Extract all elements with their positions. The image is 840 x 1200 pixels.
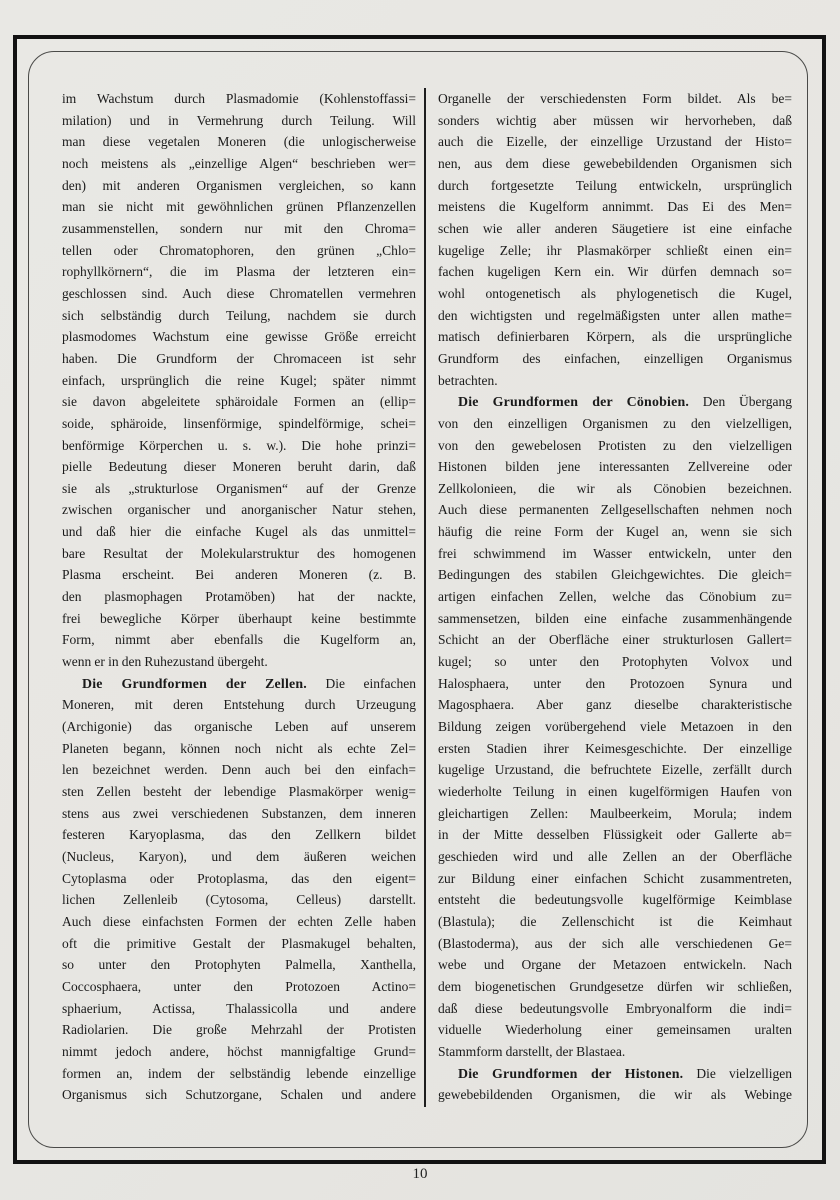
text-line: stens aus zwei verschiedenen Substanzen, dem inneren bbox=[62, 805, 416, 821]
text-line: sammensetzen, bilden eine einfache zusammenhängende bbox=[438, 610, 792, 626]
text-line: entsteht die bedeutungsvolle kugelförmige Keimblase bbox=[438, 892, 792, 908]
text-line: artigen einfachen Zellen, welche das Cönobium zu= bbox=[438, 589, 792, 605]
text-line: von den einzelligen Organismen zu den vielzelligen, bbox=[438, 415, 792, 431]
text-line: zur Bildung einer einfachen Schicht zusammentreten, bbox=[438, 870, 792, 886]
text-line: dem biogenetischen Grundgesetze dürfen wir schließen, bbox=[438, 978, 792, 994]
text-line: haben. Die Grundform der Chromaceen ist sehr bbox=[62, 350, 416, 366]
column-divider-rule bbox=[424, 88, 426, 1107]
text-line: geschieden wird und alle Zellen an der Oberfläche bbox=[438, 848, 792, 864]
text-line: sich selbständig durch Teilung, nachdem sie durch bbox=[62, 307, 416, 323]
text-line: Magosphaera. Aber ganz dieselbe charakteristische bbox=[438, 697, 792, 713]
text-line: Stammform darstellt, der Blastaea. bbox=[438, 1043, 626, 1059]
text-line: häufig die reine Form der Kugel an, wenn sie sich bbox=[438, 524, 792, 540]
text-line: wenn er in den Ruhezustand übergeht. bbox=[62, 654, 268, 670]
text-line: so unter den Protophyten Palmella, Xanthella, bbox=[62, 957, 416, 973]
text-line: Zellkolonieen, die wir als Cönobien bezeichnen. bbox=[438, 480, 792, 496]
text-line: wiederholte Teilung in einen kugelförmigen Haufen von bbox=[438, 784, 792, 799]
text-line: Organelle der verschiedensten Form bildet. Als be= bbox=[438, 91, 792, 106]
text-line: Histonen bilden jene interessanten Zellvereine oder bbox=[438, 459, 792, 475]
text-line: nen, aus dem diese gewebebildenden Organismen sich bbox=[438, 155, 792, 171]
section-heading: Die Grundformen der Cönobien. bbox=[458, 395, 690, 411]
text-line: gewebebildenden Organismen, die wir als Webinge bbox=[438, 1087, 792, 1103]
text-line: sie als „strukturlose Organismen“ auf der Grenze bbox=[62, 480, 416, 496]
text-line: schen wie aller anderen Säugetiere ist eine einfache bbox=[438, 220, 792, 236]
text-line: Coccosphaera, unter den Protozoen Actino= bbox=[62, 978, 416, 994]
text-line: sie davon abgeleitete sphäroidale Formen an (ellip= bbox=[62, 394, 416, 410]
text-line: tellen oder Chromatophoren, den grünen „Chlo= bbox=[62, 242, 416, 258]
text-line: Organismus sich Schutzorgane, Schalen und andere bbox=[62, 1087, 416, 1103]
text-line: zwischen organischer und anorganischer Natur stehen, bbox=[62, 502, 416, 518]
text-line: plasmodomes Wachstum eine gewisse Größe erreicht bbox=[62, 329, 416, 345]
text-line: soide, sphäroide, linsenförmige, spindelförmige, schei= bbox=[62, 415, 416, 431]
text-line: lichen Zellenleib (Cytosoma, Celleus) darstellt. bbox=[62, 892, 416, 908]
text-line: in der Mitte desselben Flüssigkeit oder Gallerte ab= bbox=[438, 827, 792, 843]
text-line: festeren Karyoplasma, das den Zellkern bildet bbox=[62, 827, 416, 843]
paragraph-heading-line: Die Grundformen der Histonen. Die vielzelligen bbox=[458, 1065, 792, 1082]
text-line: wohl ontogenetisch als phylogenetisch die Kugel, bbox=[438, 285, 792, 301]
text-line: frei schwimmend im Wasser entwickeln, unter den bbox=[438, 545, 792, 561]
text-line: sonders wichtig aber müssen wir hervorheben, daß bbox=[438, 112, 792, 128]
text-line: auch die Eizelle, der einzellige Urzustand der Histo= bbox=[438, 134, 792, 150]
text-line: benförmige Körperchen u. s. w.). Die hohe prinzi= bbox=[62, 437, 416, 453]
text-line: frei bewegliche Körper überhaupt keine bestimmte bbox=[62, 610, 416, 626]
text-line: len bezeichnet werden. Denn auch bei den einfach= bbox=[62, 762, 416, 778]
text-line: Radiolarien. Die große Mehrzahl der Protisten bbox=[62, 1022, 416, 1038]
text-line: man diese vegetalen Moneren (die unlogischerweise bbox=[62, 134, 416, 150]
text-line: betrachten. bbox=[438, 372, 498, 388]
text-line: Grundform des einfachen, einzelligen Organismus bbox=[438, 350, 792, 366]
text-line: noch meistens als „einzellige Algen“ beschrieben wer= bbox=[62, 155, 416, 171]
text-line: von den gewebelosen Protisten zu den vielzelligen bbox=[438, 437, 792, 453]
text-line: pielle Bedeutung dieser Moneren beruht darin, daß bbox=[62, 459, 416, 475]
text-line: ersten Stadien ihrer Keimesgeschichte. Der einzellige bbox=[438, 740, 792, 756]
text-line: kugelige Zelle; ihr Plasmakörper schließt einen ein= bbox=[438, 242, 792, 258]
text-line: den wichtigsten und regelmäßigsten unter allen mathe= bbox=[438, 307, 792, 323]
text-line: oft die primitive Gestalt der Plasmakugel behalten, bbox=[62, 935, 416, 951]
text-line: Halosphaera, unter den Protozoen Synura und bbox=[438, 675, 792, 691]
text-line: matisch definierbaren Körpern, als die ursprüngliche bbox=[438, 329, 792, 345]
text-line: formen an, indem der selbständig lebende einzellige bbox=[62, 1065, 416, 1081]
paragraph-heading-line: Die Grundformen der Cönobien. Den Übergang bbox=[458, 394, 792, 411]
text-line: Plasma erscheint. Bei anderen Moneren (z. B. bbox=[62, 567, 416, 583]
text-line: geschlossen sind. Auch diese Chromatellen vermehren bbox=[62, 285, 416, 301]
text-line: milation) und in Vermehrung durch Teilung. Will bbox=[62, 112, 416, 128]
text-line: Schicht an der Oberfläche einer strukturlosen Gallert= bbox=[438, 632, 792, 648]
text-column-left bbox=[62, 88, 416, 1106]
text-line: (Archigonie) das organische Leben auf unserem bbox=[62, 719, 416, 735]
text-line: den) mit anderen Organismen vergleichen, so kann bbox=[62, 177, 416, 193]
text-line: kugelige Urzustand, die befruchtete Eizelle, zerfällt durch bbox=[438, 762, 792, 778]
section-heading: Die Grundformen der Histonen. bbox=[458, 1066, 684, 1082]
text-line: einfach, ursprünglich die reine Kugel; später nimmt bbox=[62, 372, 416, 388]
text-line: viduelle Wiederholung einer gemeinsamen uralten bbox=[438, 1022, 792, 1038]
page-number: 10 bbox=[412, 1166, 428, 1182]
text-line: Moneren, mit deren Entstehung durch Urzeugung bbox=[62, 697, 416, 713]
text-line: Cytoplasma oder Protoplasma, das den eigent= bbox=[62, 870, 416, 886]
text-line: Auch diese permanenten Zellgesellschaften nehmen noch bbox=[438, 502, 792, 518]
text-line: Planeten begann, können noch nicht als echte Zel= bbox=[62, 740, 416, 756]
text-line: daß diese bedeutungsvolle Embryonalform die indi= bbox=[438, 1000, 792, 1016]
text-line: Auch diese einfachsten Formen der echten Zelle haben bbox=[62, 913, 416, 929]
text-line: nimmt jedoch andere, höchst mannigfaltige Grund= bbox=[62, 1043, 416, 1059]
text-line: kugel; so unter den Protophyten Volvox und bbox=[438, 654, 792, 670]
text-line: Bedingungen des stabilen Gleichgewichtes. Die gleich= bbox=[438, 567, 792, 583]
text-line: meistens die Kugelform annimmt. Das Ei des Men= bbox=[438, 199, 792, 215]
paragraph-heading-line: Die Grundformen der Zellen. Die einfachen bbox=[82, 675, 416, 692]
text-line: den plasmophagen Protamöben) hat der nackte, bbox=[62, 589, 416, 605]
text-line: man sie nicht mit gewöhnlichen grünen Pflanzenzellen bbox=[62, 199, 416, 215]
text-line: durch fortgesetzte Teilung entwickeln, ursprünglich bbox=[438, 177, 792, 193]
text-line: (Blastoderma), aus der sich alle verschiedenen Ge= bbox=[438, 935, 792, 951]
text-line: rophyllkörnern“, die im Plasma der letzteren ein= bbox=[62, 264, 416, 280]
section-heading: Die Grundformen der Zellen. bbox=[82, 676, 307, 692]
text-line: gleichartigen Zellen: Maulbeerkeim, Morula; indem bbox=[438, 805, 792, 821]
text-line: sten Zellen besteht der lebendige Plasmakörper wenig= bbox=[62, 784, 416, 799]
text-line: (Blastula); die Zellenschicht ist die Keimhaut bbox=[438, 913, 792, 929]
text-column-right bbox=[438, 88, 792, 1106]
text-line: zusammenstellen, sondern nur mit den Chroma= bbox=[62, 220, 416, 236]
text-line: webe und Organe der Metazoen entwickeln. Nach bbox=[438, 957, 792, 973]
text-line: bare Resultat der Molekularstruktur des homogenen bbox=[62, 545, 416, 561]
text-line: (Nucleus, Karyon), und dem äußeren weichen bbox=[62, 848, 416, 864]
text-line: im Wachstum durch Plasmadomie (Kohlenstoffassi= bbox=[62, 91, 416, 106]
text-line: und daß hier die einfache Kugel als das unmittel= bbox=[62, 524, 416, 540]
text-line: fachen kugeligen Kern ein. Wir dürfen demnach so= bbox=[438, 264, 792, 280]
text-line: sphaerium, Actissa, Thalassicolla und andere bbox=[62, 1000, 416, 1016]
text-line: Form, nimmt aber ebenfalls die Kugelform an, bbox=[62, 632, 416, 648]
text-line: Bildung zeigen vorübergehend viele Metazoen in den bbox=[438, 719, 792, 735]
